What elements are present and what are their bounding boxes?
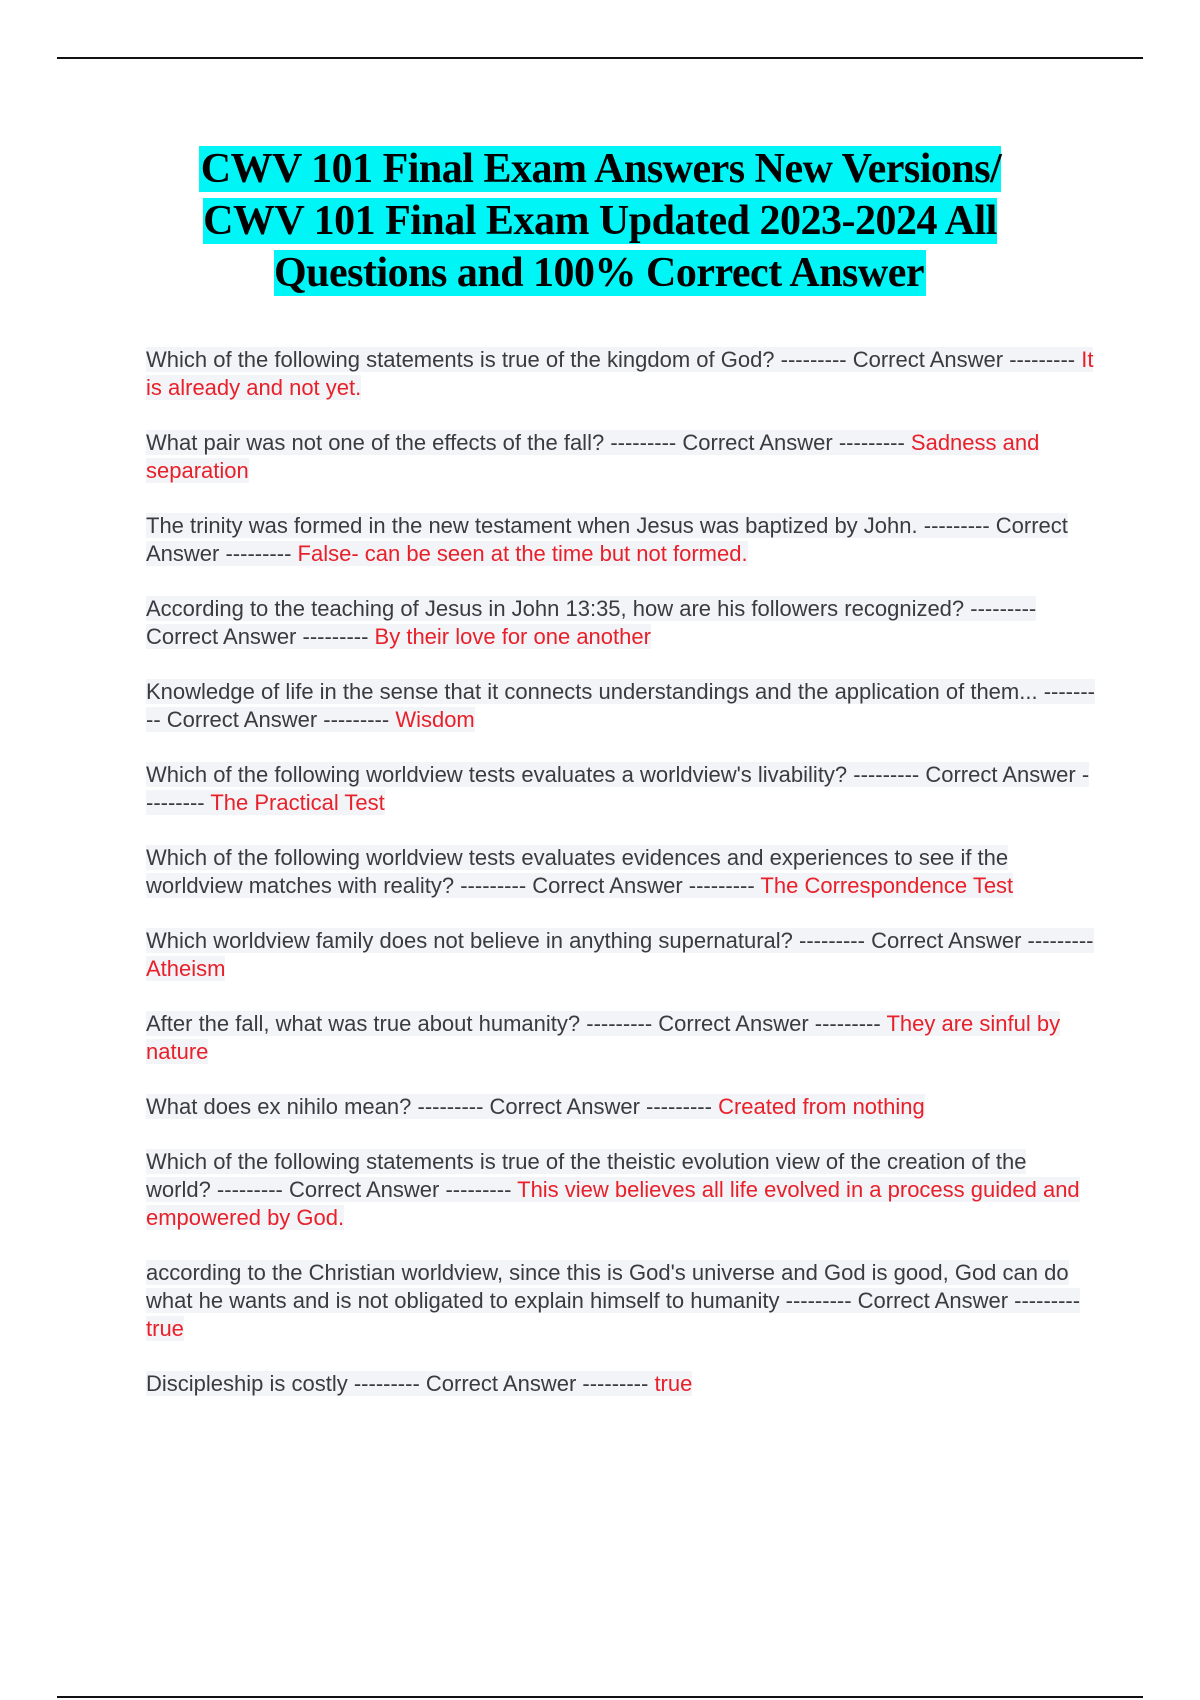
- answer-separator: --------- Correct Answer ---------: [774, 347, 1082, 372]
- correct-answer: true: [146, 1316, 184, 1341]
- question-text: The trinity was formed in the new testament when Jesus was baptized by John.: [146, 513, 918, 538]
- qa-item: [146, 1259, 1096, 1343]
- correct-answer: Sadness and separation: [146, 430, 1040, 483]
- answer-separator: --------- Correct Answer ---------: [580, 1011, 887, 1036]
- qa-text: [146, 1094, 925, 1119]
- correct-answer: Wisdom: [395, 707, 475, 732]
- answer-separator: --------- Correct Answer ---------: [146, 762, 1090, 815]
- qa-text: [146, 1149, 1080, 1230]
- answer-separator: --------- Correct Answer ---------: [146, 513, 1068, 566]
- answer-separator: --------- Correct Answer ---------: [792, 928, 1094, 953]
- answer-separator: --------- Correct Answer ---------: [146, 596, 1037, 649]
- question-text: According to the teaching of Jesus in John 13:35, how are his followers recognized?: [146, 596, 965, 621]
- title-text: CWV 101 Final Exam Answers New Versions/ CWV 101 Final Exam Updated 2023-2024 All Questions and 100% Correct Answer: [200, 146, 1002, 296]
- question-text: Discipleship is costly: [146, 1371, 348, 1396]
- qa-item: [146, 512, 1096, 568]
- correct-answer: true: [654, 1371, 693, 1396]
- qa-text: [146, 430, 1039, 483]
- question-text: Which of the following statements is true of the kingdom of God?: [146, 347, 775, 372]
- answer-separator: --------- Correct Answer ---------: [210, 1177, 518, 1202]
- correct-answer: The Practical Test: [210, 790, 385, 815]
- question-list: [146, 346, 1096, 1425]
- question-text: After the fall, what was true about humanity?: [146, 1011, 581, 1036]
- answer-separator: --------- Correct Answer ---------: [411, 1094, 719, 1119]
- qa-item: [146, 429, 1096, 485]
- qa-item: [146, 1148, 1096, 1232]
- answer-separator: --------- Correct Answer ---------: [347, 1371, 655, 1396]
- correct-answer: The Correspondence Test: [760, 873, 1014, 898]
- qa-item: [146, 346, 1096, 402]
- question-text: according to the Christian worldview, since this is God's universe and God is good, God can do what he wants and is not obligated to explain himself to humanity: [146, 1260, 1069, 1313]
- qa-item: [146, 927, 1096, 983]
- qa-item: [146, 678, 1096, 734]
- qa-text: [146, 1260, 1080, 1341]
- qa-text: [146, 596, 1036, 649]
- document-title: [150, 143, 1050, 299]
- qa-text: [146, 513, 1068, 566]
- answer-separator: --------- Correct Answer ---------: [454, 873, 761, 898]
- footer-rule: [57, 1696, 1143, 1698]
- qa-item: [146, 844, 1096, 900]
- question-text: Knowledge of life in the sense that it connects understandings and the application of them...: [146, 679, 1038, 704]
- qa-text: [146, 679, 1095, 732]
- qa-text: [146, 762, 1089, 815]
- correct-answer: This view believes all life evolved in a process guided and empowered by God.: [146, 1177, 1080, 1230]
- qa-item: [146, 1370, 1096, 1398]
- qa-text: [146, 1371, 692, 1396]
- correct-answer: It is already and not yet.: [146, 347, 1094, 400]
- question-text: Which of the following worldview tests evaluates evidences and experiences to see if the worldview matches with reality?: [146, 845, 1009, 898]
- qa-text: [146, 845, 1013, 898]
- question-text: What does ex nihilo mean?: [146, 1094, 412, 1119]
- qa-text: [146, 1011, 1060, 1064]
- correct-answer: They are sinful by nature: [146, 1011, 1061, 1064]
- qa-item: [146, 761, 1096, 817]
- qa-item: [146, 1010, 1096, 1066]
- header-rule: [57, 57, 1143, 59]
- qa-item: [146, 1093, 1096, 1121]
- qa-item: [146, 595, 1096, 651]
- correct-answer: By their love for one another: [374, 624, 651, 649]
- correct-answer: Atheism: [146, 956, 226, 981]
- question-text: What pair was not one of the effects of the fall?: [146, 430, 605, 455]
- question-text: Which worldview family does not believe in anything supernatural?: [146, 928, 793, 953]
- qa-text: [146, 347, 1093, 400]
- answer-separator: --------- Correct Answer ---------: [146, 679, 1095, 732]
- answer-separator: --------- Correct Answer ---------: [604, 430, 911, 455]
- correct-answer: False- can be seen at the time but not formed.: [297, 541, 748, 566]
- question-text: Which of the following statements is true of the theistic evolution view of the creation of the world?: [146, 1149, 1027, 1202]
- correct-answer: Created from nothing: [718, 1094, 925, 1119]
- qa-text: [146, 928, 1094, 981]
- question-text: Which of the following worldview tests evaluates a worldview's livability?: [146, 762, 848, 787]
- answer-separator: --------- Correct Answer ---------: [779, 1288, 1081, 1313]
